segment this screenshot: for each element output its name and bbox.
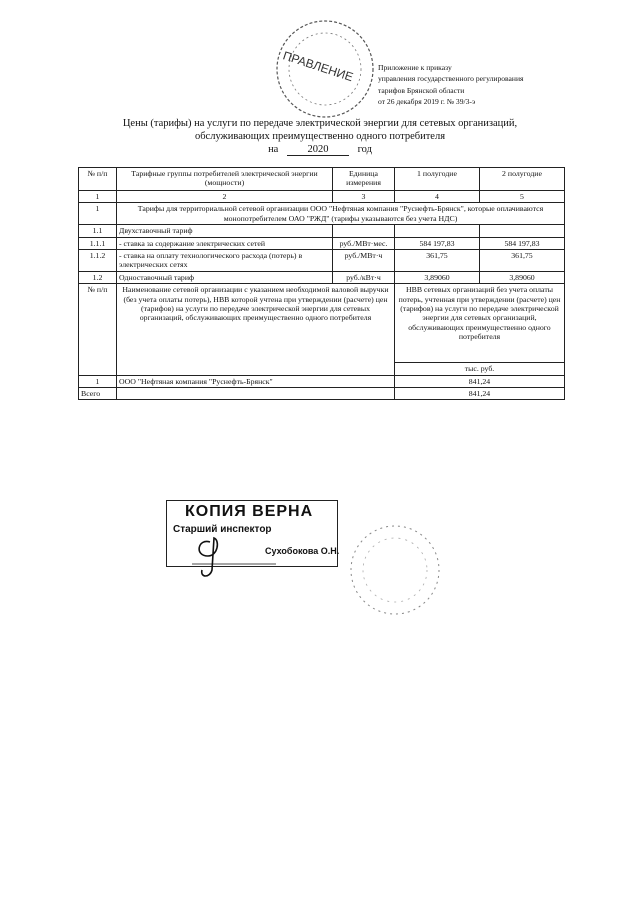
header-groups: Тарифные группы потребителей электрической энергии (мощности)	[117, 168, 333, 191]
header-num: № п/п	[79, 168, 117, 191]
row-value-1: 584 197,83	[395, 237, 480, 249]
round-stamp-top	[253, 14, 383, 124]
table-row	[79, 225, 565, 237]
col-number: 1	[79, 191, 117, 203]
copy-true-label: КОПИЯ ВЕРНА	[185, 503, 314, 520]
round-stamp-bottom	[345, 520, 445, 620]
row-unit: руб./МВт·мес.	[333, 237, 395, 249]
header-half-1: 1 полугодие	[395, 168, 480, 191]
title-year-line	[80, 144, 560, 156]
header-unit: Единица измерения	[333, 168, 395, 191]
row-num: 1.1.2	[79, 250, 117, 272]
row-value-1: 3,89060	[395, 271, 480, 283]
title-line-2: обслуживающих преимущественно одного потребителя	[194, 131, 446, 142]
row-num: 1.2	[79, 271, 117, 283]
nvv-total-row	[79, 388, 565, 400]
appendix-reference	[378, 62, 578, 107]
column-numbers-row	[79, 191, 565, 203]
nvv-num-header: № п/п	[79, 284, 117, 375]
row-value-2	[480, 225, 565, 237]
row-name: - ставка за содержание электрических сетей	[117, 237, 333, 249]
table-row	[79, 237, 565, 249]
tariff-table	[78, 167, 565, 400]
nvv-unit: тыс. руб.	[395, 363, 565, 375]
section-num: 1	[79, 203, 117, 225]
row-value-2: 361,75	[480, 250, 565, 272]
header-half-2: 2 полугодие	[480, 168, 565, 191]
title-suffix: год	[357, 144, 372, 155]
row-value-1: 361,75	[395, 250, 480, 272]
section-row	[79, 203, 565, 225]
org-name: ООО "Нефтяная компания "Руснефть-Брянск"	[117, 375, 395, 387]
row-value-1	[395, 225, 480, 237]
table-header-row	[79, 168, 565, 191]
row-unit	[333, 225, 395, 237]
row-num: 1.1	[79, 225, 117, 237]
nvv-name-header: Наименование сетевой организации с указанием необходимой валовой выручки (без учета оплаты потерь), НВВ которой учтена при утверждении (расчете) цен (тарифов) на услуги по передаче электрической энергии для сетевых организаций, обслуживающих преимущественно одного потребителя	[117, 284, 395, 375]
appendix-line: управления государственного регулирования	[378, 74, 524, 84]
col-number: 5	[480, 191, 565, 203]
nvv-header-row	[79, 284, 565, 363]
document-title	[80, 117, 560, 143]
stamp-top-text: ПРАВЛЕНИЕ	[281, 48, 355, 85]
table-row	[79, 271, 565, 283]
title-line-1: Цены (тарифы) на услуги по передаче электрической энергии для сетевых организаций,	[122, 118, 518, 129]
col-number: 3	[333, 191, 395, 203]
nvv-description: НВВ сетевых организаций без учета оплаты потерь, учтенная при утверждении (расчете) цен (тарифов) на услуги по передаче электрической энергии для сетевых организаций, обслуживающих преимущественно одного потребителя	[395, 284, 565, 363]
row-value-2: 3,89060	[480, 271, 565, 283]
nvv-org-row	[79, 375, 565, 387]
col-number: 4	[395, 191, 480, 203]
row-unit: руб./МВт·ч	[333, 250, 395, 272]
row-unit: руб./кВт·ч	[333, 271, 395, 283]
table-row	[79, 250, 565, 272]
col-number: 2	[117, 191, 333, 203]
signer-name: Сухобокова О.Н.	[265, 546, 340, 556]
org-num: 1	[79, 375, 117, 387]
total-value: 841,24	[395, 388, 565, 400]
appendix-line: от 26 декабря 2019 г. № 39/3-э	[378, 96, 476, 106]
appendix-line: тарифов Брянской области	[378, 85, 465, 95]
inspector-position: Старший инспектор	[173, 524, 272, 535]
appendix-line: Приложение к приказу	[378, 63, 452, 72]
total-empty	[117, 388, 395, 400]
row-name: - ставка на оплату технологического расхода (потерь) в электрических сетях	[117, 250, 333, 272]
row-value-2: 584 197,83	[480, 237, 565, 249]
total-label: Всего	[79, 388, 117, 400]
section-text: Тарифы для территориальной сетевой организации ООО "Нефтяная компания "Руснефть-Брянск", которые оплачиваются монопотребителем ОАО "РЖД" (тарифы указываются без учета НДС)	[117, 203, 565, 225]
title-year: 2020	[287, 144, 349, 156]
org-value: 841,24	[395, 375, 565, 387]
title-prefix: на	[268, 144, 279, 155]
row-name: Одноставочный тариф	[117, 271, 333, 283]
row-num: 1.1.1	[79, 237, 117, 249]
row-name: Двухставочный тариф	[117, 225, 333, 237]
